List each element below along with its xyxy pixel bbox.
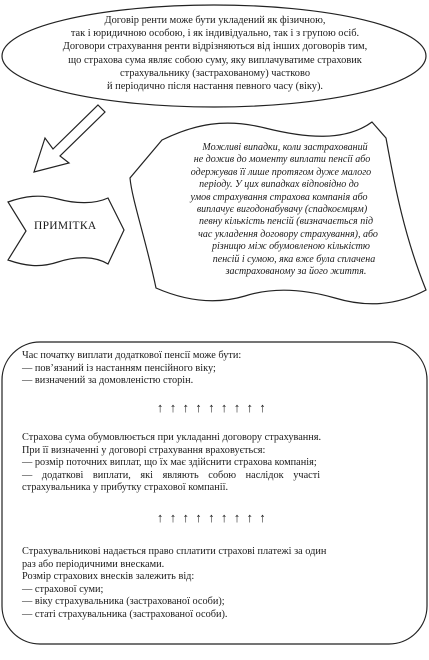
wave-line: виплачує вигодонабувачу (спадкоємцям)	[196, 204, 368, 216]
ellipse-line: що страхова сума являє собою суму, яку виплачуватиме страховик	[68, 54, 362, 66]
panel-line: Страхувальникові надається право сплатити страхові платежі за один	[22, 546, 327, 557]
panel-line: — страхової суми;	[22, 583, 104, 595]
panel-line: При її визначенні у договорі страхування враховується:	[22, 444, 266, 456]
panel-line: — визначений за домовленістю сторін.	[22, 375, 194, 387]
wave-line: певну кількість пенсій (визначається під	[198, 216, 374, 228]
panel-line: — додаткові виплати, які являють собою наслідок участі	[22, 469, 321, 481]
panel-line: — пов’язаний із настанням пенсійного віку;	[22, 362, 216, 374]
panel-block-3	[22, 546, 418, 622]
up-arrows-row: ↑↑↑↑↑↑↑↑↑	[156, 510, 273, 525]
wave-line: час укладення договору страхування), або	[198, 228, 378, 240]
wave-line: застрахованому за його життя.	[225, 266, 367, 278]
panel-line: Страхова сума обумовлюється при укладанні договору страхування.	[22, 432, 322, 443]
wave-line: різницю між обумовленою кількістю	[212, 241, 370, 253]
up-arrows-row: ↑↑↑↑↑↑↑↑↑	[156, 400, 273, 415]
panel-block-1	[22, 350, 414, 388]
wave-line: пенсій і сумою, яка вже була сплачена	[212, 253, 376, 265]
ellipse-text	[30, 14, 400, 93]
ellipse-line: Договори страхування ренти відрізняються від інших договорів тим,	[62, 41, 368, 53]
panel-line: — віку страхувальника (застрахованої особи);	[22, 596, 225, 608]
panel-line: Розмір страхових внесків залежить від:	[22, 571, 195, 583]
ellipse-line: так і юридичною особою, і як індивідуально, так і з групою осіб.	[70, 28, 360, 40]
diagonal-arrow-icon	[34, 105, 105, 172]
panel-line: Час початку виплати додаткової пенсії може бути:	[22, 350, 242, 361]
ellipse-line: й періодично після настання певного часу (віку).	[106, 81, 324, 93]
wave-text	[152, 142, 406, 278]
panel-line: — статі страхувальника (застрахованої особи).	[22, 608, 228, 620]
note-label: ПРИМІТКА	[34, 220, 97, 232]
panel-block-2	[22, 432, 418, 495]
wave-line: умов страхування страхова компанія або	[190, 191, 368, 203]
wave-line: одержував її лише протягом дуже малого	[190, 166, 372, 178]
wave-line: періоду. У цих випадках відповідно до	[199, 179, 359, 191]
panel-line: — розмір поточних виплат, що їх має здійснити страхова компанія;	[22, 457, 317, 469]
wave-line: не дожив до моменту виплати пенсії або	[193, 154, 371, 166]
wave-line: Можливі випадки, коли застрахований	[202, 142, 368, 153]
ellipse-line: страхувальнику (застрахованому) частково	[119, 67, 311, 79]
panel-line: раз або періодичними внесками.	[22, 558, 165, 570]
ellipse-line: Договір ренти може бути укладений як фізичною,	[104, 15, 326, 26]
panel-line: страхувальника у прибутку страхової компанії.	[22, 482, 229, 494]
